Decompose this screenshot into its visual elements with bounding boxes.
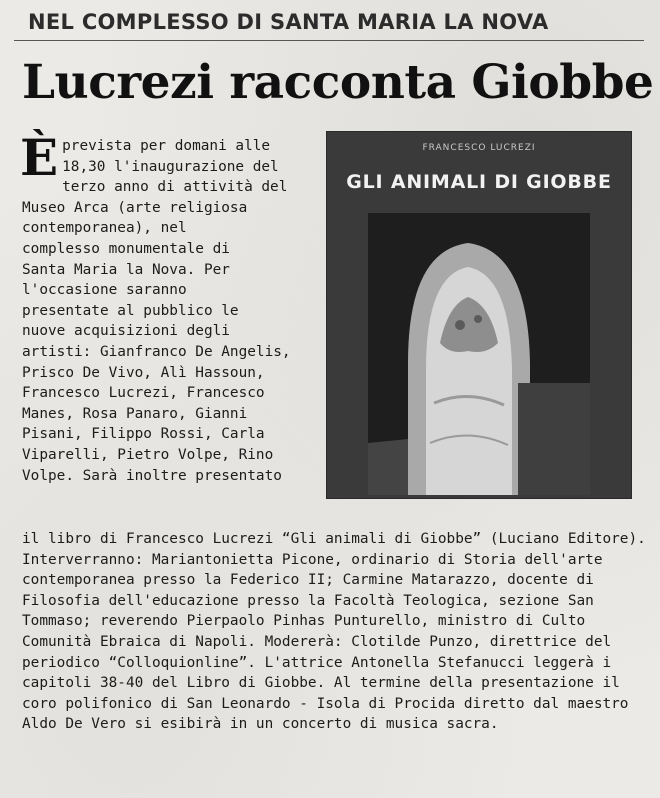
column-line: Santa Maria la Nova. Per bbox=[22, 261, 230, 278]
column-line: terzo anno di attività del bbox=[62, 179, 288, 196]
column-line: Prisco De Vivo, Alì Hassoun, bbox=[22, 364, 265, 381]
full-width-line: coro polifonico di San Leonardo - Isola di Procida diretto dal maestro bbox=[22, 695, 629, 712]
column-line: l'occasione saranno bbox=[22, 282, 187, 299]
full-width-line: Comunità Ebraica di Napoli. Modererà: Clotilde Punzo, direttrice del bbox=[22, 633, 612, 650]
full-width-line: contemporanea presso la Federico II; Carmine Matarazzo, docente di bbox=[22, 572, 594, 589]
column-line: complesso monumentale di bbox=[22, 240, 230, 257]
column-line: nuove acquisizioni degli bbox=[22, 323, 230, 340]
kicker-rule bbox=[14, 40, 644, 41]
book-cover-title: GLI ANIMALI DI GIOBBE bbox=[346, 171, 612, 193]
full-width-line: Aldo De Vero si esibirà in un concerto di musica sacra. bbox=[22, 716, 499, 733]
drop-cap: È bbox=[20, 128, 59, 187]
book-cover-author: FRANCESCO LUCREZI bbox=[422, 143, 536, 153]
article-full-width-text bbox=[22, 529, 646, 735]
article-column bbox=[20, 128, 302, 486]
article-headline: Lucrezi racconta Giobbe bbox=[22, 55, 654, 110]
column-line: Viparelli, Pietro Volpe, Rino bbox=[22, 446, 274, 463]
full-width-line: Tommaso; reverendo Pierpaolo Pinhas Punturello, ministro di Culto bbox=[22, 613, 586, 630]
book-cover-image bbox=[326, 131, 632, 499]
column-line: artisti: Gianfranco De Angelis, bbox=[22, 343, 291, 360]
full-width-line: periodico “Colloquionline”. L'attrice Antonella Stefanucci leggerà i bbox=[22, 654, 612, 671]
article-kicker: NEL COMPLESSO DI SANTA MARIA LA NOVA bbox=[28, 10, 549, 34]
column-line: prevista per domani alle bbox=[62, 138, 271, 154]
column-line: Museo Arca (arte religiosa bbox=[22, 199, 248, 216]
full-width-line: Interverranno: Mariantonietta Picone, ordinario di Storia dell'arte bbox=[22, 551, 603, 568]
column-line: Francesco Lucrezi, Francesco bbox=[22, 385, 265, 402]
column-line: contemporanea), nel bbox=[22, 220, 187, 237]
column-line: presentate al pubblico le bbox=[22, 302, 239, 319]
column-line: Manes, Rosa Panaro, Gianni bbox=[22, 405, 248, 422]
arch-sculpture-illustration bbox=[368, 213, 590, 495]
full-width-line: il libro di Francesco Lucrezi “Gli animali di Giobbe” (Luciano Editore). bbox=[22, 531, 646, 547]
full-width-line: Filosofia dell'educazione presso la Facoltà Teologica, sezione San bbox=[22, 592, 594, 609]
column-line: Volpe. Sarà inoltre presentato bbox=[22, 467, 282, 484]
full-width-line: capitoli 38-40 del Libro di Giobbe. Al termine della presentazione il bbox=[22, 675, 620, 692]
book-cover-artwork bbox=[368, 213, 590, 495]
column-line: Pisani, Filippo Rossi, Carla bbox=[22, 426, 265, 443]
column-line: 18,30 l'inaugurazione del bbox=[62, 158, 279, 175]
